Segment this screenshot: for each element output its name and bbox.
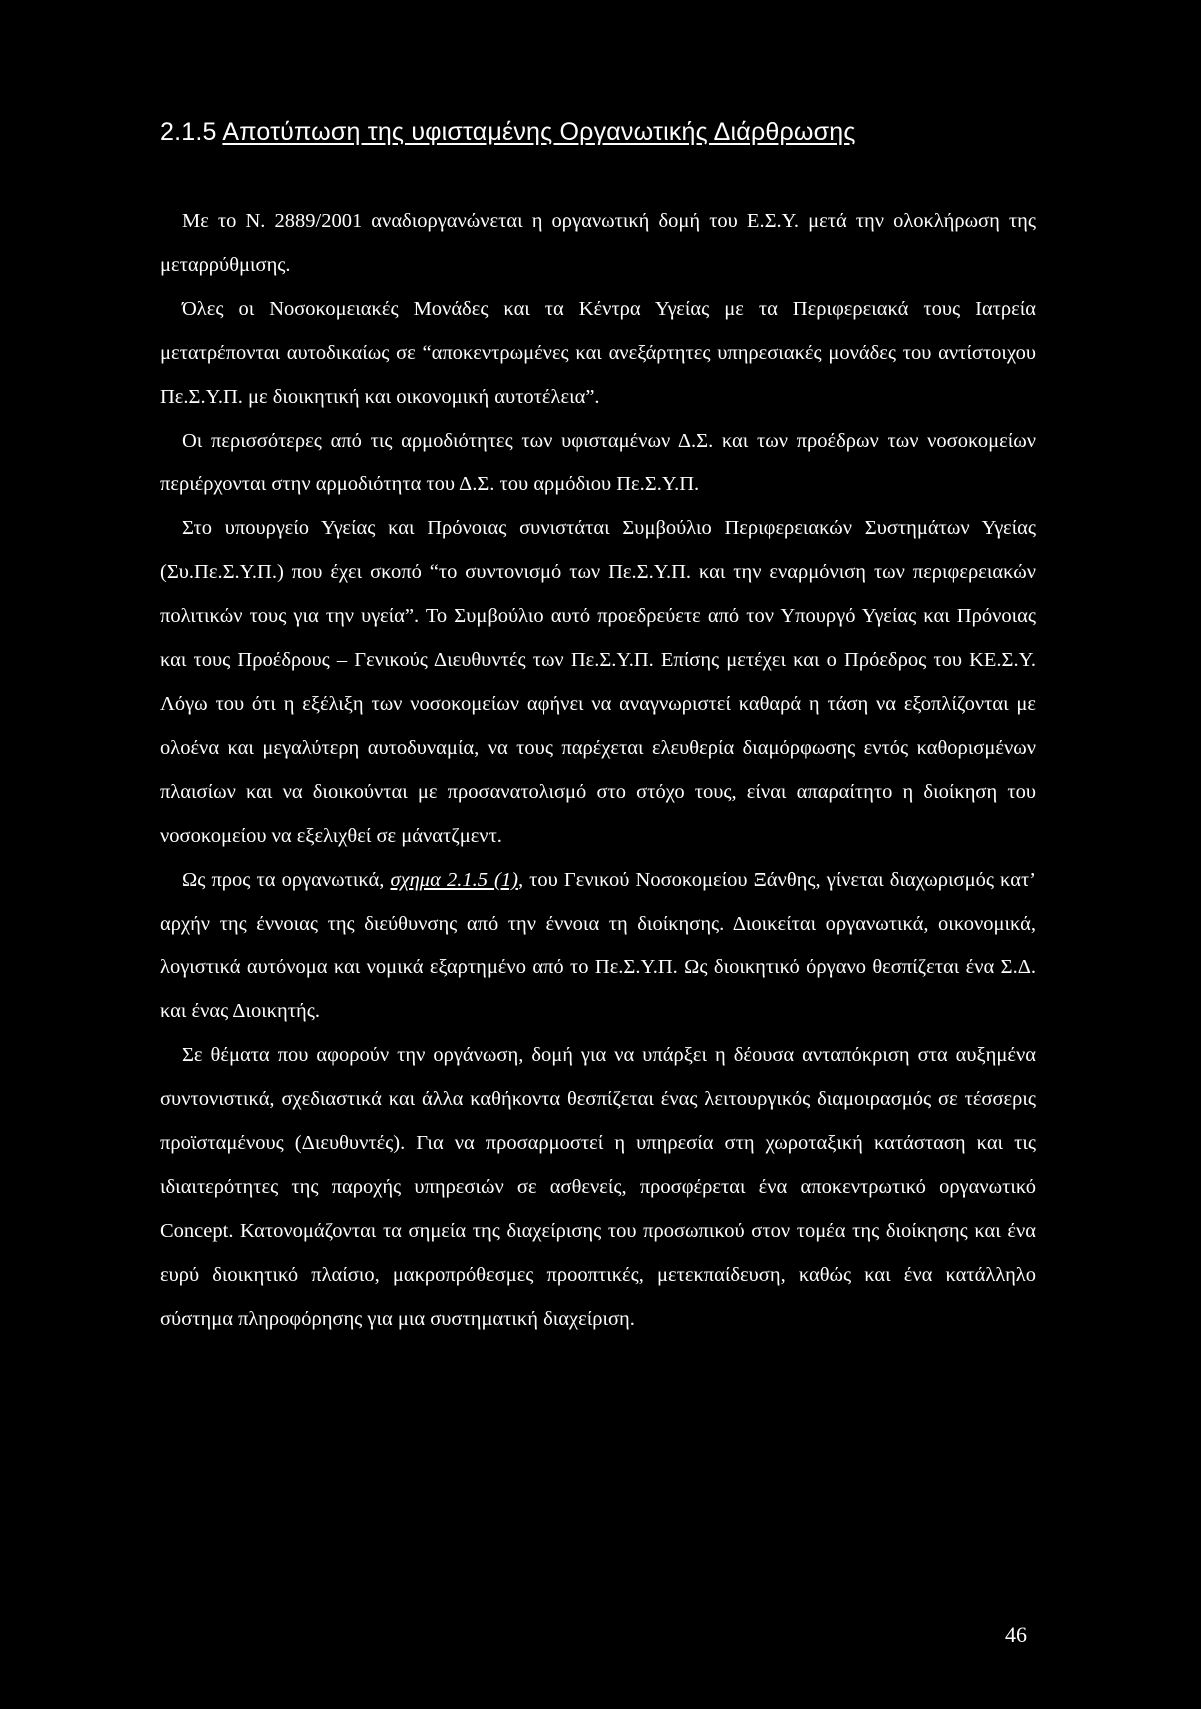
figure-reference: σχημα 2.1.5 (1) [390,868,518,891]
section-title: Αποτύπωση της υφισταμένης Οργανωτικής Διάρθρωσης [222,118,856,146]
paragraph-2: Όλες οι Νοσοκομειακές Μονάδες και τα Κέντρα Υγείας με τα Περιφερειακά τους Ιατρεία μετατρέπονται αυτοδικαίως σε “αποκεντρωμένες και ανεξάρτητες υπηρεσιακές μονάδες του αντίστοιχου Πε.Σ.Υ.Π. με διοικητική και οικονομική αυτοτέλεια”. [160,297,1036,408]
body-text [160,200,1036,1342]
paragraph-5 [160,859,1036,1035]
page-number: 46 [1005,1622,1027,1647]
paragraph-5-end: , του Γενικού Νοσοκομείου Ξάνθης, γίνεται διαχωρισμός κατ’ αρχήν της έννοιας της διεύθυνσης από την έννοια τη διοίκησης. Διοικείται οργανωτικά, οικονομικά, λογιστικά αυτόνομα και νομικά εξαρτημένο από το Πε.Σ.Υ.Π. Ως διοικητικό όργανο θεσπίζεται ένα Σ.Δ. και ένας Διοικητής. [160,868,1037,1023]
paragraph-6: Σε θέματα που αφορούν την οργάνωση, δομή για να υπάρξει η δέουσα ανταπόκριση στα αυξημένα συντονιστικά, σχεδιαστικά και άλλα καθήκοντα θεσπίζεται ένας λειτουργικός διαμοιρασμός σε τέσσερις προϊσταμένους (Διευθυντές). Για να προσαρμοστεί η υπηρεσία στη χωροταξική κατάσταση και τις ιδιαιτερότητες της παροχής υπηρεσιών σε ασθενείς, προσφέρεται ένα αποκεντρωτικό οργανωτικό Concept. Κατονομάζονται τα σημεία της διαχείρισης του προσωπικού στον τομέα της διοίκησης και ένα ευρύ διοικητικό πλαίσιο, μακροπρόθεσμες προοπτικές, μετεκπαίδευση, καθώς και ένα κατάλληλο σύστημα πληροφόρησης για μια συστηματική διαχείριση. [160,1044,1036,1330]
paragraph-5-start: Ως προς τα οργανωτικά, [182,868,385,891]
section-heading [160,118,856,147]
section-number: 2.1.5 [160,118,217,146]
paragraph-4: Στο υπουργείο Υγείας και Πρόνοιας συνιστάται Συμβούλιο Περιφερειακών Συστημάτων Υγείας (Συ.Πε.Σ.Υ.Π.) που έχει σκοπό “το συντονισμό των Πε.Σ.Υ.Π. και την εναρμόνιση των περιφερειακών πολιτικών τους για την υγεία”. Το Συμβούλιο αυτό προεδρεύετε από τον Υπουργό Υγείας και Πρόνοιας και τους Προέδρους – Γενικούς Διευθυντές των Πε.Σ.Υ.Π. Επίσης μετέχει και ο Πρόεδρος του ΚΕ.Σ.Υ. Λόγω του ότι η εξέλιξη των νοσοκομείων αφήνει να αναγνωριστεί καθαρά η τάση να εξοπλίζονται με ολοένα και μεγαλύτερη αυτοδυναμία, να τους παρέχεται ελευθερία διαμόρφωσης εντός καθορισμένων πλαισίων και να διοικούνται με προσανατολισμό στο στόχο τους, είναι απαραίτητο η διοίκηση του νοσοκομείου να εξελιχθεί σε μάνατζμεντ. [160,517,1036,847]
paragraph-1: Με το Ν. 2889/2001 αναδιοργανώνεται η οργανωτική δομή του Ε.Σ.Υ. μετά την ολοκλήρωση της μεταρρύθμισης. [160,210,1036,276]
paragraph-3: Οι περισσότερες από τις αρμοδιότητες των υφισταμένων Δ.Σ. και των προέδρων των νοσοκομείων περιέρχονται στην αρμοδιότητα του Δ.Σ. του αρμόδιου Πε.Σ.Υ.Π. [160,429,1036,496]
